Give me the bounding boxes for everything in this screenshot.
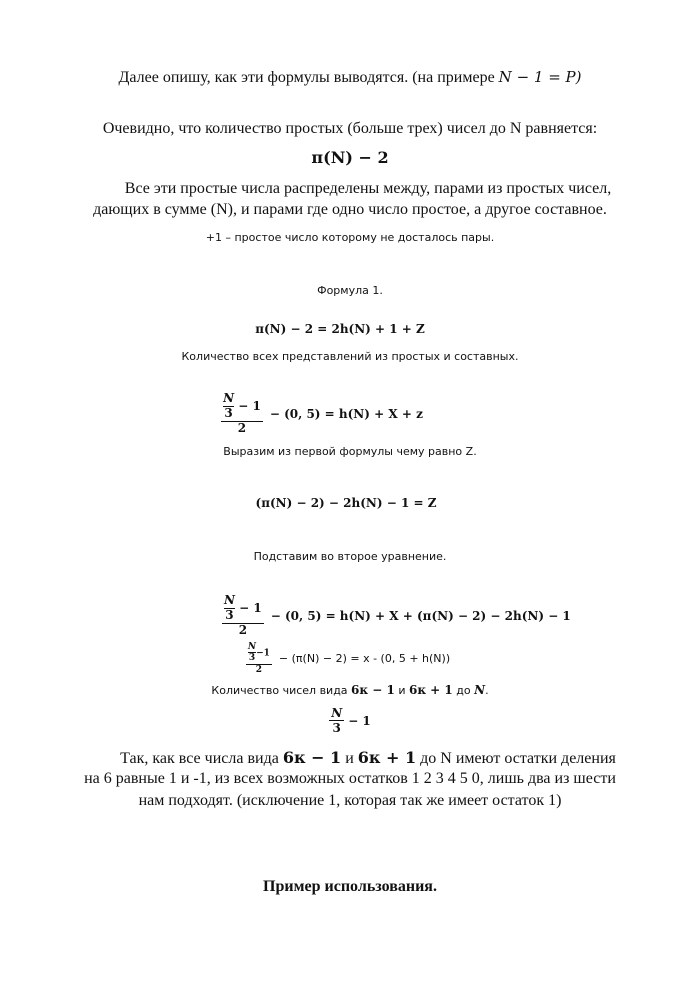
- frac-n: N: [224, 593, 235, 607]
- frac-3: 3: [248, 653, 256, 664]
- intro-formula: N − 1 = P): [498, 68, 582, 86]
- caption-count-end: .: [485, 684, 489, 697]
- formula-2-rest: − (0, 5) = h(N) + X + z: [269, 406, 423, 421]
- frac-3: 3: [225, 607, 234, 622]
- formula-1: π(N) − 2 = 2h(N) + 1 + Z: [255, 322, 425, 336]
- frac-den: 2: [238, 622, 248, 637]
- frac-den: 2: [237, 420, 247, 435]
- fraction-4: [222, 594, 264, 637]
- para2-line-1: [18, 748, 700, 768]
- caption-count-text: Количество чисел вида: [211, 684, 352, 697]
- para2-text-b: до N имеют остатки деления: [416, 750, 616, 767]
- caption-express-z: Выразим из первой формулы чему равно Z.: [223, 445, 477, 458]
- paragraph-line-1: Все эти простые числа распределены между, парами из простых чисел,: [124, 180, 612, 197]
- note-line: +1 – простое число которому не досталось пары.: [205, 231, 495, 244]
- caption-count-n: N: [474, 683, 486, 697]
- f6-n: N: [331, 706, 343, 720]
- formula-3: (π(N) − 2) − 2h(N) − 1 = Z: [255, 496, 437, 510]
- caption-count-f2: 6к + 1: [408, 683, 453, 697]
- frac-den: 2: [255, 664, 263, 675]
- f6-3: 3: [332, 721, 341, 735]
- para2-f1: 6к − 1: [282, 748, 342, 767]
- section-heading: Пример использования.: [263, 878, 437, 895]
- para2-and: и: [341, 750, 358, 767]
- formula-4-rest: − (0, 5) = h(N) + X + (π(N) − 2) − 2h(N) − 1: [270, 608, 571, 623]
- frac-n: N: [223, 391, 235, 405]
- fraction-2: [221, 392, 263, 435]
- intro-line: [0, 68, 700, 87]
- paragraph-line-2: дающих в сумме (N), и парами где одно число простое, а другое составное.: [93, 201, 607, 218]
- formula-2: [0, 392, 672, 435]
- caption-count-f1: 6к − 1: [351, 683, 395, 697]
- formula-6: [0, 706, 700, 735]
- formula-label: Формула 1.: [317, 284, 383, 297]
- frac-3: 3: [224, 405, 233, 420]
- intro-text: Далее опишу, как эти формулы выводятся. (на примере: [118, 69, 499, 86]
- frac-minus: − 1: [239, 600, 262, 615]
- fraction-5: [246, 642, 272, 675]
- formula-5-rest: − (π(N) − 2) = x - (0, 5 + h(N)): [278, 652, 451, 666]
- para2-f2: 6к + 1: [357, 748, 417, 767]
- statement-line: Очевидно, что количество простых (больше трех) чисел до N равняется:: [102, 120, 598, 137]
- formula-4: [28, 593, 571, 637]
- caption-count: [0, 683, 700, 697]
- caption-count-and: и: [394, 684, 409, 697]
- pi-formula: π(N) − 2: [311, 148, 389, 167]
- caption-representations: Количество всех представлений из простых и составных.: [181, 350, 519, 363]
- f6-minus: − 1: [348, 713, 371, 728]
- caption-substitute: Подставим во второе уравнение.: [253, 550, 447, 563]
- para2-line-3: нам подходят. (исключение 1, которая так же имеет остаток 1): [138, 792, 562, 809]
- frac-minus: − 1: [238, 398, 261, 413]
- frac-minus: −1: [256, 648, 270, 659]
- para2-text-a: Так, как все числа вида: [120, 750, 283, 767]
- para2-line-2: на 6 равные 1 и -1, из всех возможных остатков 1 2 3 4 5 0, лишь два из шести: [84, 770, 616, 787]
- formula-5: [0, 642, 698, 675]
- caption-count-to: до: [452, 684, 475, 697]
- frac-n: N: [247, 642, 257, 652]
